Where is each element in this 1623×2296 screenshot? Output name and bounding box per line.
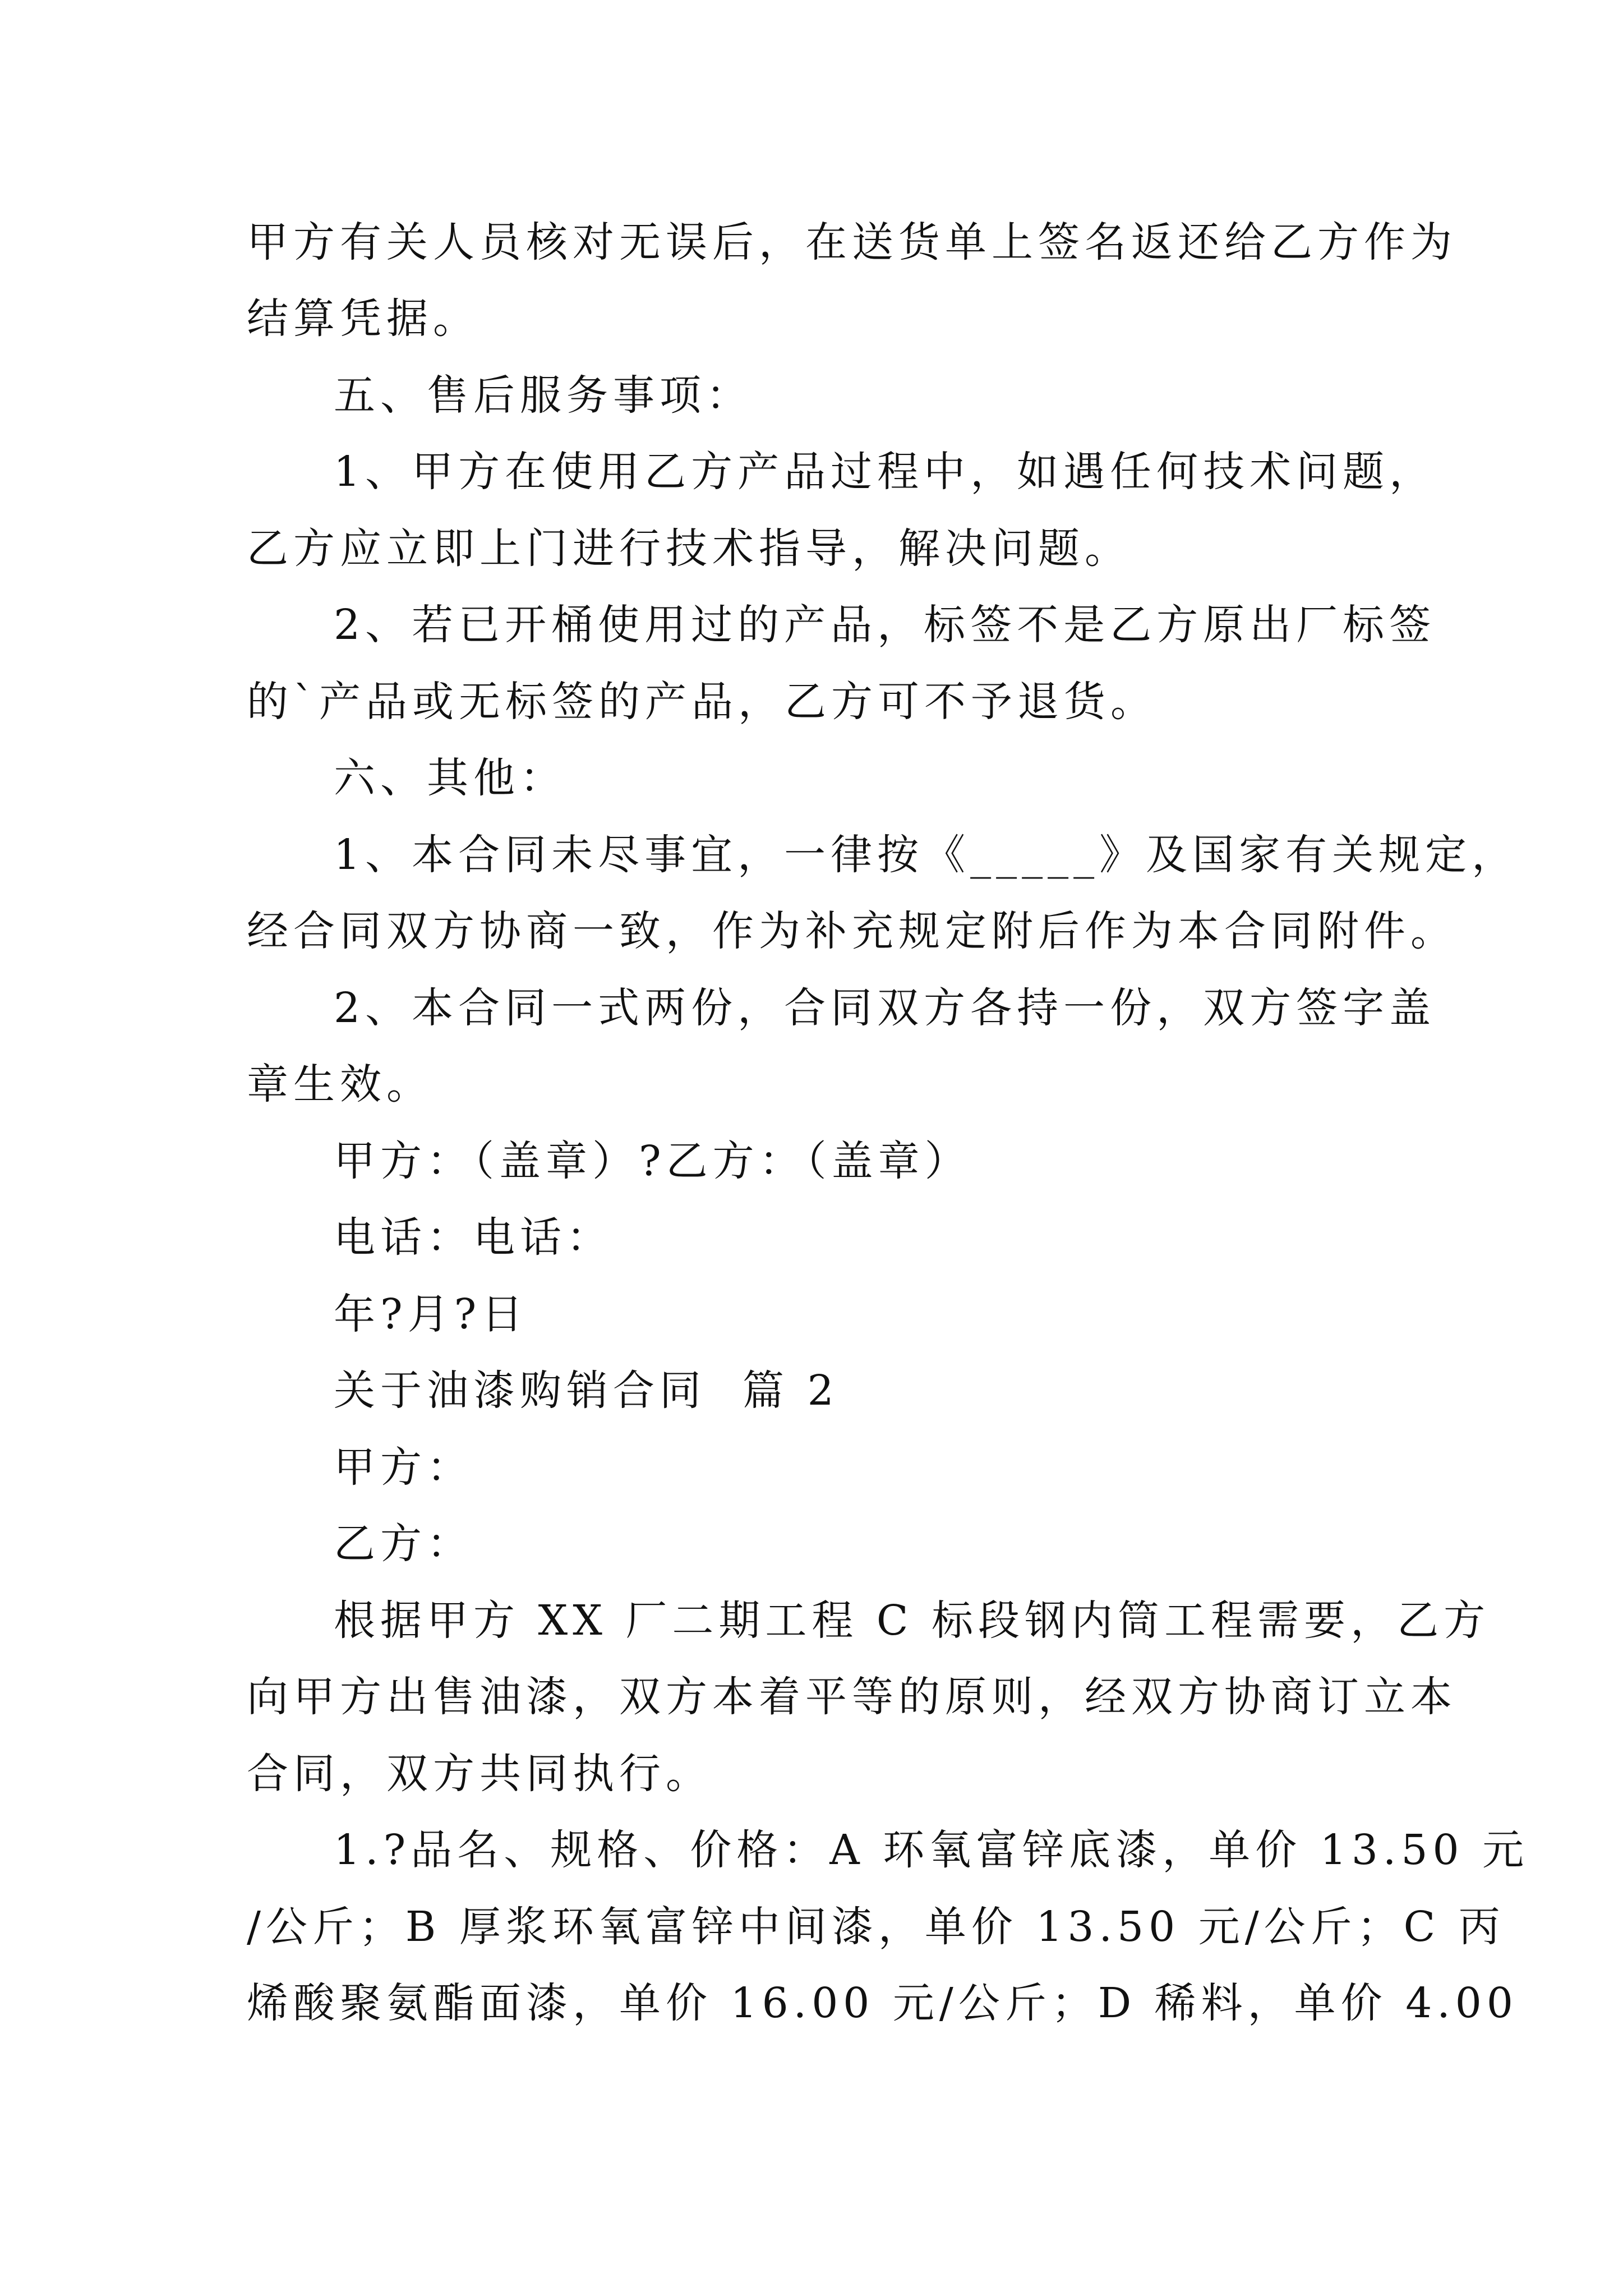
paragraph-line: 经合同双方协商一致，作为补充规定附后作为本合同附件。 (247, 907, 1457, 955)
party-b-line: 乙方： (334, 1520, 473, 1568)
paragraph-line: /公斤；B 厚浆环氧富锌中间漆，单价 13.50 元/公斤；C 丙 (247, 1903, 1505, 1951)
paragraph-line: 乙方应立即上门进行技术指导，解决问题。 (247, 524, 1131, 573)
paragraph-line: 章生效。 (247, 1060, 433, 1108)
paragraph-line: 合同，双方共同执行。 (247, 1750, 712, 1798)
paragraph-line: 向甲方出售油漆，双方本着平等的原则，经双方协商订立本 (247, 1673, 1457, 1721)
party-a-line: 甲方： (334, 1443, 473, 1492)
phone-line: 电话：电话： (334, 1213, 613, 1262)
paragraph-line: 甲方有关人员核对无误后，在送货单上签名返还给乙方作为 (247, 218, 1457, 266)
paragraph-line: 烯酸聚氨酯面漆，单价 16.00 元/公斤；D 稀料，单价 4.00 (247, 1979, 1518, 2027)
paragraph-line: 2、本合同一式两份，合同双方各持一份，双方签字盖 (334, 984, 1436, 1032)
paragraph-line: 1、甲方在使用乙方产品过程中，如遇任何技术问题， (334, 448, 1436, 496)
paragraph-line: 2、若已开桶使用过的产品，标签不是乙方原出厂标签 (334, 601, 1436, 649)
paragraph-line: 根据甲方 XX 厂二期工程 C 标段钢内筒工程需要，乙方 (334, 1596, 1491, 1645)
date-line: 年?月?日 (334, 1290, 528, 1338)
contract-title: 关于油漆购销合同 篇 2 (334, 1366, 839, 1415)
paragraph-line: 1、本合同未尽事宜，一律按《_____》及国家有关规定， (334, 831, 1519, 879)
section-heading: 六、其他： (334, 754, 566, 802)
paragraph-line: 结算凭据。 (247, 295, 479, 343)
paragraph-line: 的`产品或无标签的产品，乙方可不予退货。 (247, 678, 1157, 726)
section-heading: 五、售后服务事项： (334, 371, 753, 420)
paragraph-line: 1.?品名、规格、价格：A 环氧富锌底漆，单价 13.50 元 (334, 1826, 1529, 1874)
signature-line: 甲方：（盖章）?乙方：（盖章） (334, 1137, 971, 1185)
